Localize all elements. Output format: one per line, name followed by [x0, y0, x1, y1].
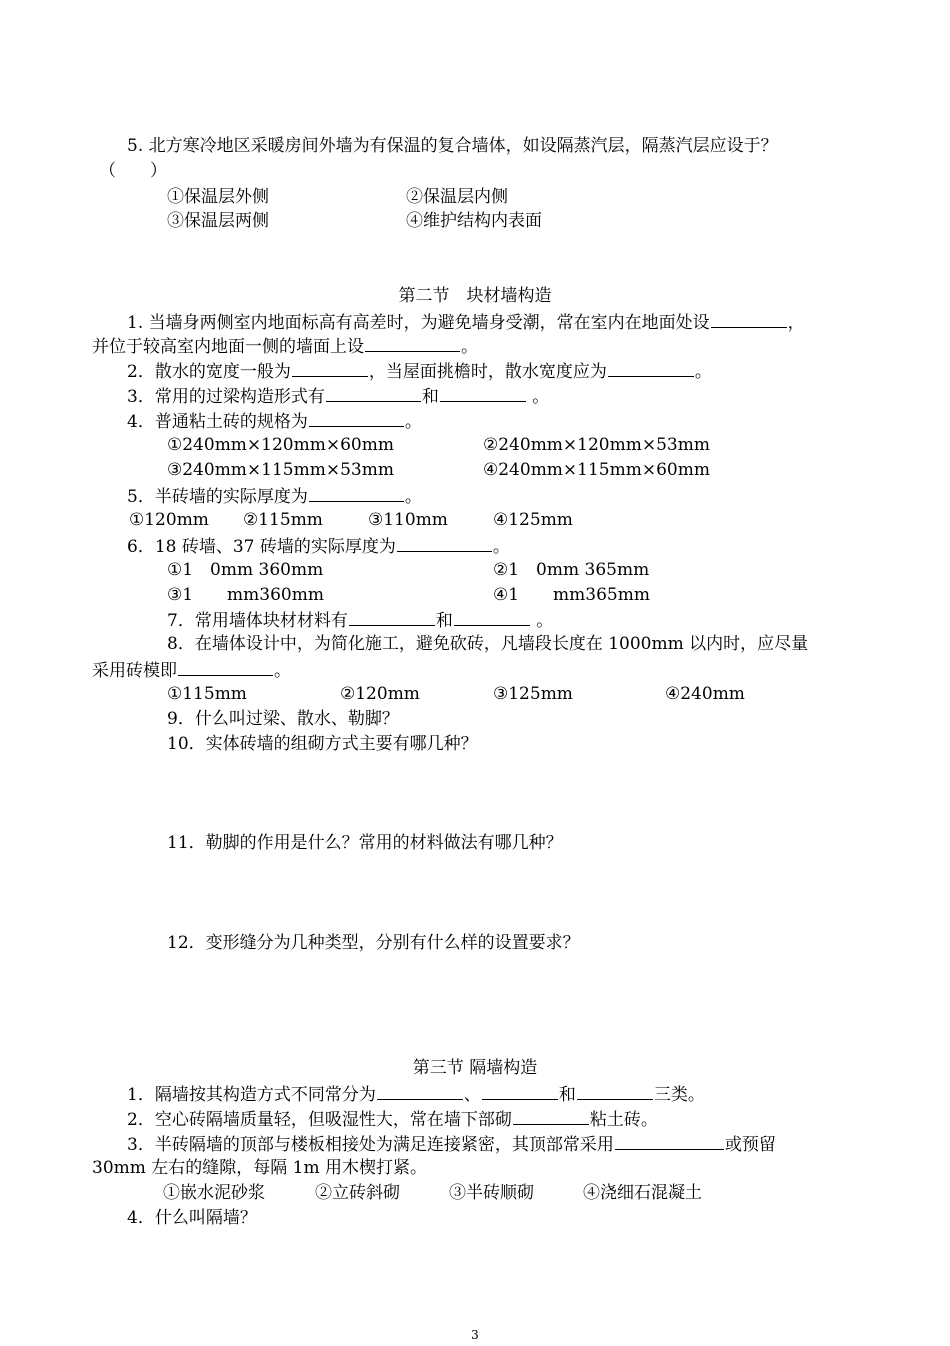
answer-blank[interactable] — [309, 484, 404, 502]
option: ①240mm×120mm×60mm — [167, 435, 394, 455]
question-text: 9．什么叫过梁、散水、勒脚？ — [167, 709, 399, 729]
page-number: 3 — [471, 1328, 479, 1342]
punctuation: 。 — [532, 387, 550, 407]
answer-blank[interactable] — [349, 608, 435, 626]
question-text: 3．半砖隔墙的顶部与楼板相接处为满足连接紧密，其顶部常采用 — [127, 1135, 614, 1155]
option: ④浇细石混凝土 — [583, 1183, 702, 1203]
punctuation: 。 — [492, 537, 510, 557]
question-line — [127, 1082, 705, 1106]
question-text: ，当屋面挑檐时，散水宽度应为 — [368, 362, 607, 382]
option: ②240mm×120mm×53mm — [483, 435, 710, 455]
answer-blank[interactable] — [326, 384, 421, 402]
question-text: 和 — [558, 1085, 576, 1105]
option: ④240mm — [665, 684, 745, 704]
section-title: 第三节 隔墙构造 — [412, 1058, 538, 1078]
answer-blank[interactable] — [365, 334, 460, 352]
option: ①保温层外侧 — [167, 187, 269, 207]
punctuation: 。 — [694, 362, 712, 382]
question-text: 2．散水的宽度一般为 — [127, 362, 291, 382]
question-text: 7．常用墙体块材材料有 — [167, 611, 348, 631]
answer-blank[interactable] — [377, 1082, 463, 1100]
punctuation: 。 — [404, 487, 422, 507]
question-text: 三类。 — [653, 1085, 705, 1105]
answer-blank[interactable] — [178, 658, 273, 676]
option: ①1 0mm 360mm — [167, 560, 324, 580]
question-line — [127, 484, 422, 508]
answer-parenthesis: （ ） — [99, 161, 167, 181]
punctuation: 。 — [461, 337, 478, 357]
option: ②1 0mm 365mm — [493, 560, 650, 580]
question-text: 12．变形缝分为几种类型，分别有什么样的设置要求？ — [167, 933, 580, 953]
option: ③保温层两侧 — [167, 211, 269, 231]
question-line — [127, 384, 549, 408]
punctuation: 。 — [536, 611, 554, 631]
answer-blank[interactable] — [440, 384, 526, 402]
answer-blank[interactable] — [513, 1107, 589, 1125]
question-line — [127, 409, 422, 433]
question-line — [92, 658, 291, 682]
option: ①120mm — [129, 510, 209, 530]
question-text: 3．常用的过梁构造形式有 — [127, 387, 325, 407]
question-line — [127, 359, 712, 383]
question-text: 1．隔墙按其构造方式不同常分为 — [127, 1085, 376, 1105]
answer-blank[interactable] — [292, 359, 368, 377]
option: ②立砖斜砌 — [315, 1183, 400, 1203]
option: ③半砖顺砌 — [449, 1183, 534, 1203]
answer-blank[interactable] — [615, 1132, 724, 1150]
answer-blank[interactable] — [309, 409, 404, 427]
option: ④240mm×115mm×60mm — [483, 460, 710, 480]
question-text: 粘土砖。 — [589, 1110, 658, 1130]
answer-blank[interactable] — [482, 1082, 558, 1100]
answer-blank[interactable] — [711, 310, 787, 328]
question-text: 10．实体砖墙的组砌方式主要有哪几种？ — [167, 734, 478, 754]
question-text: 并位于较高室内地面一侧的墙面上设 — [92, 337, 364, 357]
option: ④维护结构内表面 — [406, 211, 542, 231]
question-text: 和 — [421, 387, 439, 407]
option: ①115mm — [167, 684, 247, 704]
question-line — [127, 1107, 658, 1131]
option: ③240mm×115mm×53mm — [167, 460, 394, 480]
question-text: 30mm 左右的缝隙，每隔 1m 用木楔打紧。 — [92, 1158, 428, 1178]
question-text: 6．18 砖墙、37 砖墙的实际厚度为 — [127, 537, 396, 557]
option: ④125mm — [493, 510, 573, 530]
question-text: 11．勒脚的作用是什么？常用的材料做法有哪几种？ — [167, 833, 563, 853]
question-text: 4．什么叫隔墙？ — [127, 1208, 257, 1228]
punctuation: 、 — [463, 1085, 481, 1105]
answer-blank[interactable] — [608, 359, 694, 377]
answer-blank[interactable] — [454, 608, 530, 626]
punctuation: ， — [787, 313, 805, 333]
question-text: 4．普通粘土砖的规格为 — [127, 412, 308, 432]
question-text: 和 — [435, 611, 453, 631]
question-line — [127, 1132, 776, 1156]
option: ②115mm — [243, 510, 323, 530]
question-text: 5．半砖墙的实际厚度为 — [127, 487, 308, 507]
option: ④1 mm365mm — [493, 585, 650, 605]
punctuation: 。 — [274, 661, 291, 681]
option: ③110mm — [368, 510, 448, 530]
question-text: 5. 北方寒冷地区采暖房间外墙为有保温的复合墙体，如设隔蒸汽层，隔蒸汽层应设于？ — [127, 136, 778, 156]
option: ③125mm — [493, 684, 573, 704]
option: ②120mm — [340, 684, 420, 704]
section-title: 第二节 块材墙构造 — [398, 286, 552, 306]
question-line — [127, 534, 510, 558]
option: ③1 mm360mm — [167, 585, 324, 605]
question-text: 8．在墙体设计中，为简化施工，避免砍砖，凡墙段长度在 1000mm 以内时，应尽量 — [167, 634, 809, 654]
question-text: 采用砖模即 — [92, 661, 177, 681]
option: ②保温层内侧 — [406, 187, 508, 207]
question-text: 1. 当墙身两侧室内地面标高有高差时，为避免墙身受潮，常在室内在地面处设 — [127, 313, 710, 333]
question-line — [127, 310, 805, 334]
question-line — [167, 608, 553, 632]
answer-blank[interactable] — [577, 1082, 653, 1100]
answer-blank[interactable] — [397, 534, 492, 552]
question-line — [92, 334, 478, 358]
punctuation: 。 — [404, 412, 422, 432]
question-text: 或预留 — [724, 1135, 776, 1155]
question-text: 2．空心砖隔墙质量轻，但吸湿性大，常在墙下部砌 — [127, 1110, 512, 1130]
option: ①嵌水泥砂浆 — [163, 1183, 265, 1203]
